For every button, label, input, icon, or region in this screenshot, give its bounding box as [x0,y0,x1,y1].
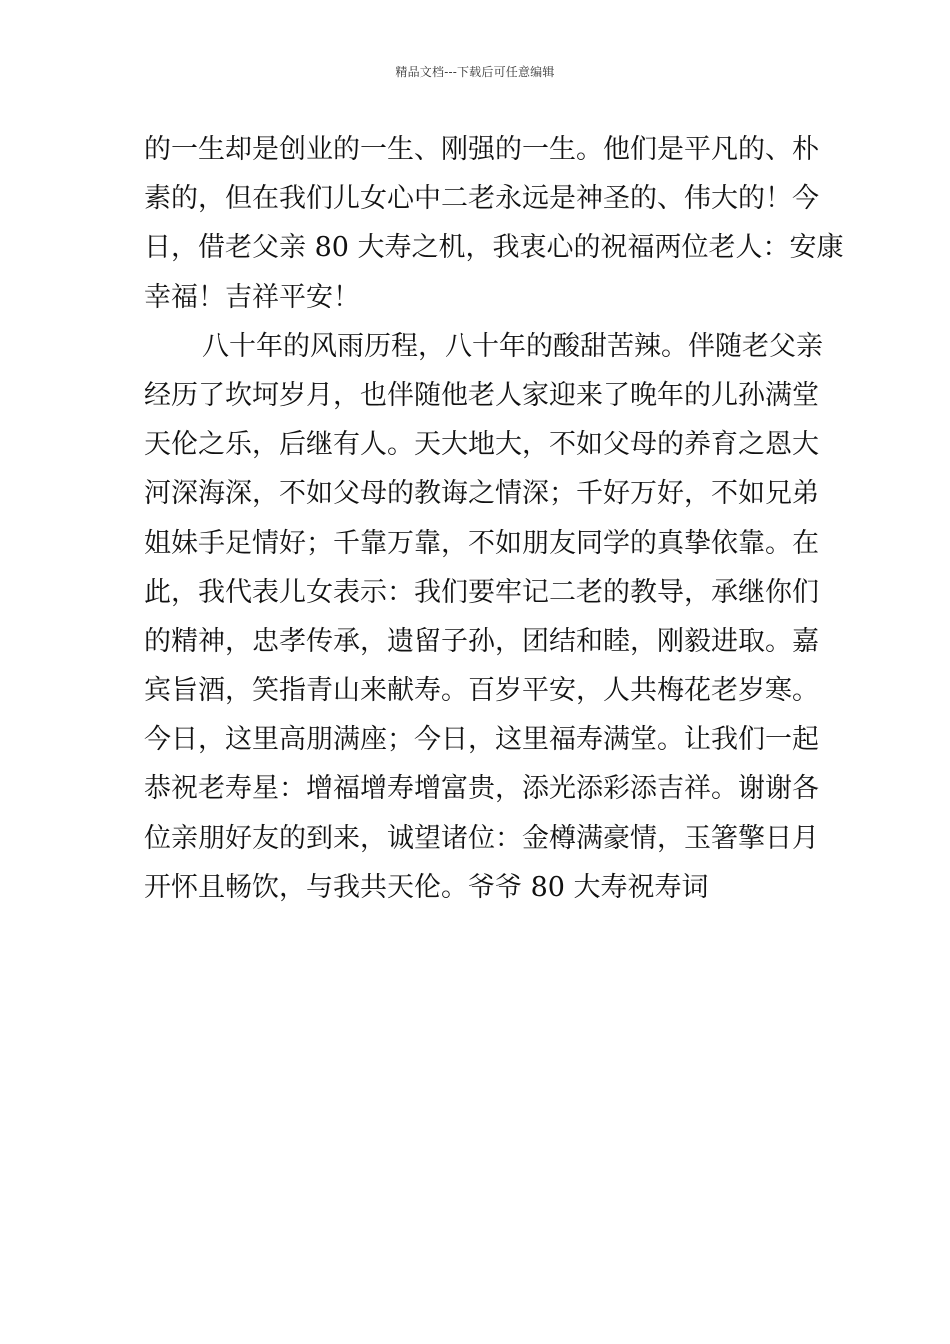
paragraph-line: 恭祝老寿星：增福增寿增富贵，添光添彩添吉祥。谢谢各 [144,773,819,805]
document-body [144,125,844,912]
paragraph-line: 的精神，忠孝传承，遗留子孙，团结和睦，刚毅进取。嘉 [144,625,819,657]
paragraph-line: 经历了坎坷岁月，也伴随他老人家迎来了晚年的儿孙满堂 [144,379,819,411]
paragraph-line: 位亲朋好友的到来，诚望诸位：金樽满豪情，玉箸擎日月 [144,822,819,854]
paragraph-line: 日，借老父亲 80 大寿之机，我衷心的祝福两位老人：安康 [144,232,844,264]
paragraph-line: 八十年的风雨历程，八十年的酸甜苦辣。伴随老父亲 [202,330,823,362]
paragraph-line: 姐妹手足情好；千靠万靠，不如朋友同学的真挚依靠。在 [144,527,819,559]
paragraph-line: 开怀且畅饮，与我共天伦。爷爷 80 大寿祝寿词 [144,871,709,903]
paragraph-line: 今日，这里高朋满座；今日，这里福寿满堂。让我们一起 [144,724,819,756]
paragraph-line: 天伦之乐，后继有人。天大地大，不如父母的养育之恩大 [144,429,819,461]
page-header: 精品文档---下载后可任意编辑 [395,65,555,79]
paragraph-line: 河深海深，不如父母的教诲之情深；千好万好，不如兄弟 [144,478,819,510]
paragraph-line: 幸福！吉祥平安！ [144,281,360,313]
paragraph-line: 此，我代表儿女表示：我们要牢记二老的教导，承继你们 [144,576,819,608]
paragraph-line: 素的，但在我们儿女心中二老永远是神圣的、伟大的！今 [144,183,819,215]
paragraph-line: 的一生却是创业的一生、刚强的一生。他们是平凡的、朴 [144,134,819,165]
paragraph-line: 宾旨酒，笑指青山来献寿。百岁平安，人共梅花老岁寒。 [144,675,819,707]
